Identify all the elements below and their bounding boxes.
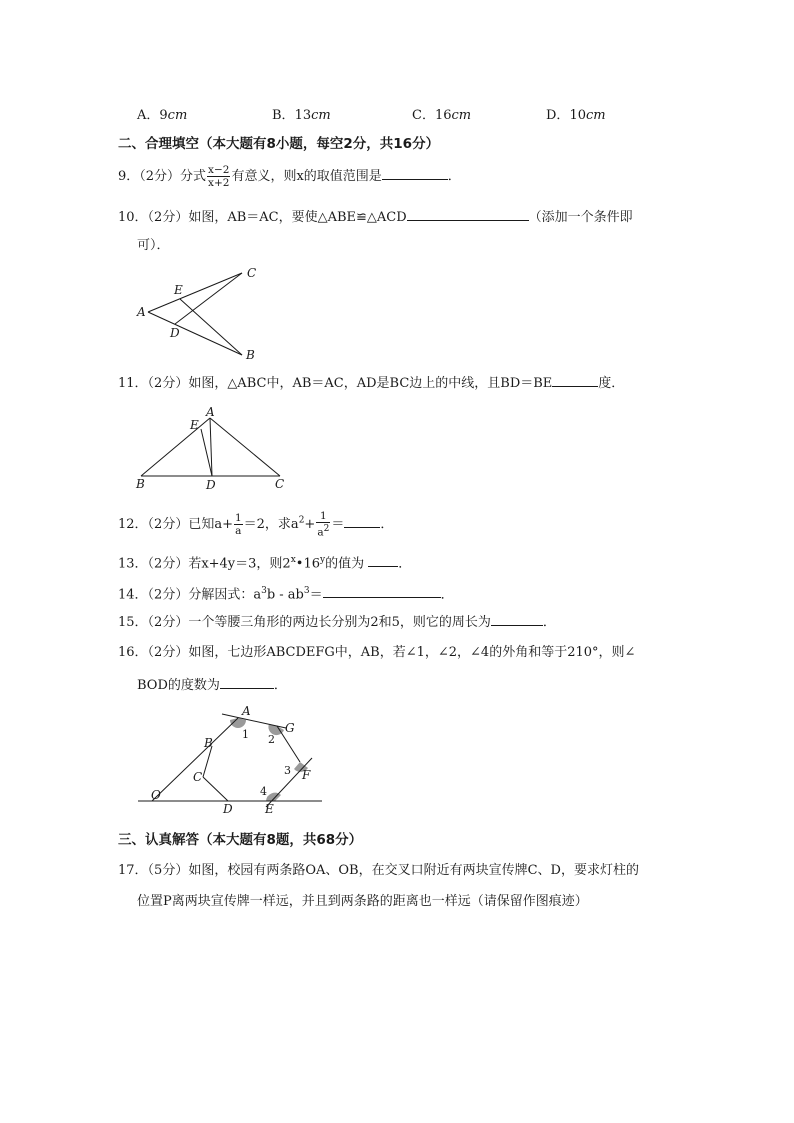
q16-answer-blank[interactable] xyxy=(220,674,274,689)
fig10-label-e: E xyxy=(174,283,183,297)
question-17-line2: 位置P离两块宣传牌一样远，并且到两条路的距离也一样远（请保留作图痕迹） xyxy=(137,894,588,909)
fig10-line-eb xyxy=(180,299,242,355)
fig11-line-ab xyxy=(141,418,210,476)
fig16-label-c: C xyxy=(193,770,203,784)
fig16-line-oa xyxy=(152,718,238,801)
fig10-label-a: A xyxy=(137,305,146,319)
question-14: 14．（2分）分解因式：$a^3b - ab^3=$ ． xyxy=(118,581,454,605)
fig16-angle-label-3: 3 xyxy=(284,764,291,777)
fig16-label-d: D xyxy=(223,802,233,816)
section2-title: 二、合理填空（本大题有8小题，每空2分，共16分） xyxy=(118,136,440,152)
fig10-line-dc xyxy=(175,273,242,324)
fig16-label-e: E xyxy=(265,802,274,816)
question-17: 17．（5分）如图，校园有两条路OA、OB，在交叉口附近有两块宣传牌C、D，要求灯柱的 xyxy=(118,863,639,878)
question-15: 15．（2分）一个等腰三角形的两边长分别为2和5，则它的周长为 ． xyxy=(118,611,556,633)
fig16-line-cd xyxy=(203,777,228,801)
fig16-label-g: G xyxy=(285,721,295,735)
question-16-line2: BOD的度数为 ． xyxy=(137,674,287,696)
fig10-line-ab xyxy=(148,312,242,355)
q8-option-b: B．13cm xyxy=(272,108,331,123)
fig16-angle-label-1: 1 xyxy=(242,728,249,741)
q12-fraction-2: $\frac{1}{a^2}$ xyxy=(317,510,330,539)
fig10-line-ac xyxy=(148,273,242,312)
fig11-label-e: E xyxy=(190,418,199,432)
figure-10 xyxy=(130,262,270,366)
question-9: 9．（2分）分式 $\frac{x-2}{x+2}$ 有意义，则x的取值范围是 ． xyxy=(118,164,461,189)
q12-fraction-1: $\frac{1}{a}$ xyxy=(234,511,242,537)
question-10-line2: 可）． xyxy=(137,238,170,253)
fig16-label-b: B xyxy=(204,736,213,750)
fig10-label-c: C xyxy=(247,266,257,280)
figure-16 xyxy=(134,700,330,820)
question-10: 10．（2分）如图，AB＝AC，要使△ABE≌△ACD （添加一个条件即 xyxy=(118,206,633,228)
fig10-label-d: D xyxy=(170,326,180,340)
fig16-label-a: A xyxy=(242,704,251,718)
q10-answer-blank[interactable] xyxy=(407,206,529,221)
question-16: 16．（2分）如图，七边形ABCDEFG中，AB，若∠1，∠2，∠4的外角和等于210°，则∠ xyxy=(118,645,636,660)
question-12: 12．（2分）已知a+ $\frac{1}{a}$ ＝2，求$a^2+$ $\frac{1}{a^2}$ ＝ ． xyxy=(118,510,394,539)
fig11-line-ac xyxy=(210,418,280,476)
q11-answer-blank[interactable] xyxy=(552,372,598,387)
fig16-label-o: O xyxy=(151,788,161,802)
question-11: 11．（2分）如图，△ABC中，AB＝AC，AD是BC边上的中线，且BD＝BE 度． xyxy=(118,372,624,394)
q9-fraction: $\frac{x-2}{x+2}$ xyxy=(208,164,230,189)
q14-answer-blank[interactable] xyxy=(323,583,441,598)
fig11-label-a: A xyxy=(206,405,215,419)
q8-option-c: C．16cm xyxy=(412,108,472,123)
q8-option-a: A．9cm xyxy=(137,108,188,123)
fig16-angle-label-4: 4 xyxy=(260,785,267,798)
fig16-label-f: F xyxy=(302,768,311,782)
fig11-label-b: B xyxy=(136,477,145,491)
q15-answer-blank[interactable] xyxy=(491,611,543,626)
q13-answer-blank[interactable] xyxy=(368,552,398,567)
fig11-label-d: D xyxy=(206,478,216,492)
figure-11 xyxy=(130,402,300,494)
section3-title: 三、认真解答（本大题有8题，共68分） xyxy=(118,832,363,848)
question-13: 13．（2分）若x+4y＝3，则2$^x$•16$^y$的值为 ． xyxy=(118,550,411,574)
fig11-label-c: C xyxy=(275,477,285,491)
q12-answer-blank[interactable] xyxy=(344,513,380,528)
fig10-label-b: B xyxy=(246,348,255,362)
q9-answer-blank[interactable] xyxy=(382,165,448,180)
fig16-angle-label-2: 2 xyxy=(268,733,275,746)
q8-option-d: D．10cm xyxy=(546,108,606,123)
